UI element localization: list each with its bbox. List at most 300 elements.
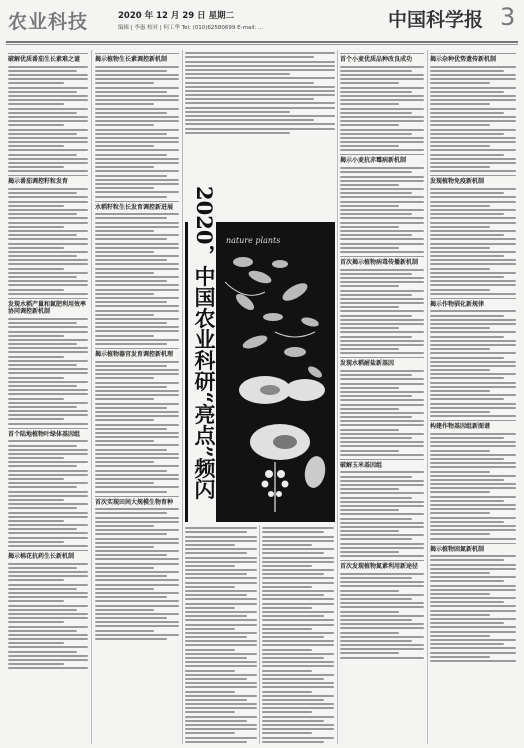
body-text-line — [430, 348, 490, 350]
body-text-line — [340, 445, 424, 447]
body-text-line — [95, 137, 179, 139]
body-text-line — [262, 682, 334, 684]
body-text-line — [340, 429, 399, 431]
article-title: 首个陆地植物叶绿体基因组 — [8, 428, 88, 439]
body-text-line — [430, 462, 516, 464]
body-text-line — [95, 280, 167, 282]
body-text-line — [430, 479, 504, 481]
body-text-line — [340, 505, 424, 507]
body-text-line — [95, 403, 179, 405]
body-text-line — [95, 630, 154, 632]
body-text-line — [8, 272, 88, 274]
body-text-line — [340, 420, 424, 422]
body-text-line — [430, 103, 490, 105]
article-title: 首个小麦优质品种改良成功 — [340, 53, 424, 64]
body-text-line — [95, 247, 179, 249]
body-text-line — [95, 419, 154, 421]
body-text-line — [262, 611, 334, 613]
body-text-line — [340, 471, 424, 473]
body-text-line — [340, 66, 424, 68]
body-text-line — [8, 82, 64, 84]
body-text-line — [430, 643, 504, 645]
body-text-line — [262, 649, 312, 651]
body-text-line — [95, 638, 167, 640]
body-text-line — [340, 243, 424, 245]
body-text-line — [95, 120, 179, 122]
body-text-line — [8, 335, 64, 337]
body-text-line — [340, 627, 424, 629]
body-text-line — [95, 124, 154, 126]
body-text-line — [185, 586, 235, 588]
body-text-line — [262, 691, 312, 693]
body-text-line — [430, 559, 504, 561]
body-text-line — [340, 476, 412, 478]
body-text-line — [340, 269, 424, 271]
body-text-line — [8, 124, 64, 126]
body-text-line — [340, 336, 412, 338]
body-text-line — [8, 217, 88, 219]
body-text-line — [262, 577, 334, 579]
body-text-line — [340, 238, 424, 240]
body-text-line — [262, 536, 334, 538]
body-text-line — [430, 357, 504, 359]
body-text-line — [430, 382, 516, 384]
body-text-line — [340, 454, 424, 456]
body-text-line — [430, 87, 516, 89]
body-text-line — [95, 99, 179, 101]
body-text-line — [430, 99, 516, 101]
body-text-line — [95, 70, 167, 72]
body-text-line — [262, 624, 334, 626]
body-text-line — [430, 276, 504, 278]
body-text-line — [95, 217, 167, 219]
body-text-line — [340, 577, 412, 579]
body-text-line — [8, 280, 88, 282]
body-text-line — [95, 158, 179, 160]
body-text-line — [95, 486, 179, 488]
body-text-line — [8, 222, 88, 224]
body-text-line — [185, 561, 257, 563]
body-text-line — [95, 428, 167, 430]
body-text-line — [262, 586, 312, 588]
body-text-line — [340, 315, 412, 317]
body-text-line — [8, 617, 88, 619]
body-text-line — [430, 205, 490, 207]
body-text-line — [262, 603, 334, 605]
body-text-line — [430, 120, 516, 122]
editor-info: 编辑 | 李惠 校对 | 何工华 Tel: (010)62580699 E-mail: ... — [118, 25, 264, 31]
body-text-line — [430, 521, 504, 523]
body-text-line — [185, 557, 257, 559]
article-title: 发现水稻产量和氮肥利用效率协同调控新机制 — [8, 298, 88, 316]
body-text-line — [262, 628, 312, 630]
issue-date: 2020 年 12 月 29 日 星期二 — [118, 11, 235, 21]
body-text-line — [430, 605, 516, 607]
body-text-line — [262, 598, 334, 600]
body-text-line — [340, 196, 424, 198]
body-text-line — [185, 615, 247, 617]
body-text-line — [430, 201, 516, 203]
body-text-line — [95, 558, 179, 560]
body-text-line — [340, 103, 399, 105]
body-text-line — [340, 352, 424, 354]
body-text-line — [262, 674, 334, 676]
body-text-line — [430, 327, 490, 329]
body-text-line — [95, 166, 154, 168]
body-text-line — [8, 66, 88, 68]
body-text-line — [262, 561, 334, 563]
body-text-line — [95, 259, 167, 261]
body-text-line — [185, 624, 257, 626]
body-text-line — [95, 592, 179, 594]
body-text-line — [262, 703, 334, 705]
body-text-line — [8, 486, 77, 488]
body-text-line — [8, 520, 64, 522]
body-text-line — [95, 554, 167, 556]
body-text-line — [340, 306, 399, 308]
body-text-line — [95, 230, 154, 232]
body-text-line — [340, 319, 424, 321]
body-text-line — [340, 416, 412, 418]
body-text-line — [8, 99, 88, 101]
body-text-line — [95, 322, 167, 324]
body-text-line — [95, 284, 179, 286]
body-text-line — [8, 263, 88, 265]
body-text-line — [340, 551, 399, 553]
body-text-line — [340, 408, 399, 410]
body-text-line — [430, 91, 504, 93]
body-text-line — [340, 497, 412, 499]
body-text-line — [8, 659, 88, 661]
body-text-line — [262, 594, 324, 596]
body-text-line — [430, 610, 516, 612]
column-mid-2 — [262, 525, 334, 744]
body-text-line — [95, 453, 179, 455]
body-text-line — [430, 230, 516, 232]
body-text-line — [8, 141, 88, 143]
body-text-line — [8, 108, 88, 110]
body-text-line — [95, 293, 154, 295]
body-text-line — [8, 478, 64, 480]
body-text-line — [95, 625, 179, 627]
body-text-line — [340, 192, 412, 194]
body-text-line — [430, 635, 490, 637]
body-text-line — [95, 411, 179, 413]
body-text-line — [262, 732, 312, 734]
body-text-line — [95, 335, 154, 337]
body-text-line — [430, 483, 516, 485]
body-text-line — [430, 95, 516, 97]
body-text-line — [430, 411, 490, 413]
body-text-line — [262, 557, 334, 559]
column-divider — [337, 50, 338, 744]
body-text-line — [262, 527, 334, 529]
body-text-line — [340, 348, 399, 350]
body-text-line — [430, 213, 504, 215]
body-text-line — [340, 501, 424, 503]
body-text-line — [430, 154, 504, 156]
body-text-line — [340, 340, 424, 342]
body-text-line — [262, 607, 312, 609]
body-text-line — [95, 436, 179, 438]
article-title: 揭示植物生长素调控新机制 — [95, 53, 179, 64]
body-text-line — [340, 230, 424, 232]
body-text-line — [95, 508, 179, 510]
body-text-line — [430, 576, 516, 578]
body-text-line — [430, 597, 516, 599]
body-text-line — [430, 626, 516, 628]
body-text-line — [8, 667, 88, 669]
body-text-line — [262, 644, 334, 646]
body-text-line — [430, 631, 516, 633]
body-text-line — [340, 590, 399, 592]
body-text-line — [185, 703, 257, 705]
body-text-line — [430, 487, 516, 489]
body-text-line — [8, 322, 77, 324]
body-text-line — [340, 606, 424, 608]
body-text-line — [8, 326, 88, 328]
body-text-line — [430, 647, 516, 649]
body-text-line — [185, 569, 257, 571]
body-text-line — [95, 305, 179, 307]
body-text-line — [340, 437, 412, 439]
body-text-line — [430, 124, 490, 126]
body-text-line — [262, 565, 312, 567]
body-text-line — [8, 584, 88, 586]
article-title: 破解优质番茄生长素难之谜 — [8, 53, 88, 64]
body-text-line — [8, 609, 77, 611]
body-text-line — [8, 646, 88, 648]
body-text-line — [8, 418, 64, 420]
body-text-line — [8, 154, 77, 156]
body-text-line — [95, 432, 179, 434]
body-text-line — [262, 699, 324, 701]
body-text-line — [340, 594, 424, 596]
body-text-line — [430, 145, 490, 147]
body-text-line — [185, 674, 257, 676]
body-text-line — [340, 441, 424, 443]
body-text-line — [8, 414, 88, 416]
body-text-line — [8, 410, 88, 412]
article-title: 构建作物基因组新图谱 — [430, 420, 516, 431]
body-text-line — [430, 491, 490, 493]
body-text-line — [8, 516, 88, 518]
body-text-line — [95, 491, 167, 493]
body-text-line — [185, 653, 257, 655]
body-text-line — [95, 116, 179, 118]
body-text-line — [8, 440, 88, 442]
body-text-line — [340, 522, 424, 524]
body-text-line — [262, 657, 324, 659]
body-text-line — [262, 636, 324, 638]
body-text-line — [185, 691, 235, 693]
body-text-line — [185, 644, 257, 646]
body-text-line — [8, 284, 88, 286]
body-text-line — [185, 699, 247, 701]
body-text-line — [8, 537, 88, 539]
body-text-line — [340, 543, 424, 545]
body-text-line — [8, 482, 88, 484]
body-text-line — [95, 600, 179, 602]
body-text-line — [340, 602, 424, 604]
body-text-line — [8, 663, 64, 665]
body-text-line — [430, 504, 516, 506]
body-text-line — [262, 741, 324, 743]
body-text-line — [95, 605, 179, 607]
body-text-line — [430, 533, 490, 535]
body-text-line — [185, 552, 247, 554]
body-text-line — [340, 433, 424, 435]
body-text-line — [340, 217, 424, 219]
body-text-line — [95, 154, 167, 156]
body-text-line — [95, 609, 154, 611]
body-text-line — [340, 99, 424, 101]
column-mid-1 — [185, 525, 257, 744]
body-text-line — [95, 571, 179, 573]
body-text-line — [95, 222, 179, 224]
body-text-line — [340, 395, 412, 397]
body-text-line — [8, 243, 88, 245]
body-text-line — [340, 201, 424, 203]
body-text-line — [95, 78, 179, 80]
body-text-line — [185, 573, 247, 575]
body-text-line — [8, 630, 77, 632]
body-text-line — [8, 289, 64, 291]
body-text-line — [95, 343, 167, 345]
body-text-line — [430, 415, 516, 417]
body-text-line — [185, 582, 257, 584]
body-text-line — [95, 478, 179, 480]
body-text-line — [185, 665, 257, 667]
body-text-line — [8, 268, 64, 270]
body-text-line — [430, 407, 516, 409]
body-text-line — [8, 445, 77, 447]
body-text-line — [340, 180, 424, 182]
body-text-line — [95, 149, 179, 151]
body-text-line — [430, 508, 516, 510]
body-text-line — [8, 651, 77, 653]
body-text-line — [340, 636, 424, 638]
body-text-line — [430, 475, 516, 477]
body-text-line — [340, 108, 424, 110]
body-text-line — [340, 547, 424, 549]
body-text-line — [95, 251, 154, 253]
body-text-line — [8, 465, 77, 467]
body-text-line — [340, 640, 412, 642]
body-text-line — [8, 213, 77, 215]
body-text-line — [8, 318, 88, 320]
article-title: 揭示棉花抗药生长新机制 — [8, 550, 88, 561]
body-text-line — [8, 524, 88, 526]
body-text-line — [95, 596, 167, 598]
body-text-line — [340, 391, 424, 393]
article-title: 首次实现田间大规模生物育种 — [95, 496, 179, 507]
body-text-line — [95, 196, 167, 198]
body-text-line — [340, 657, 424, 659]
body-text-line — [8, 103, 64, 105]
body-text-line — [185, 590, 257, 592]
body-text-line — [8, 642, 64, 644]
body-text-line — [95, 141, 179, 143]
body-text-line — [430, 445, 516, 447]
body-text-line — [95, 584, 179, 586]
body-text-line — [8, 74, 88, 76]
column-2 — [95, 50, 179, 744]
body-text-line — [185, 686, 257, 688]
body-text-line — [430, 454, 516, 456]
body-text-line — [8, 343, 77, 345]
body-text-line — [95, 567, 154, 569]
body-text-line — [340, 70, 412, 72]
body-text-line — [8, 133, 77, 135]
body-text-line — [430, 394, 516, 396]
body-text-line — [8, 575, 88, 577]
body-text-line — [430, 66, 516, 68]
body-text-line — [95, 529, 179, 531]
body-text-line — [340, 534, 424, 536]
body-text-line — [8, 567, 77, 569]
body-text-line — [185, 678, 247, 680]
body-text-line — [8, 70, 77, 72]
body-text-line — [185, 603, 257, 605]
article-title: 揭示植物固氮新机制 — [430, 543, 516, 554]
body-text-line — [340, 623, 424, 625]
body-text-line — [430, 572, 490, 574]
body-text-line — [8, 78, 88, 80]
body-text-line — [185, 598, 257, 600]
body-text-line — [262, 569, 334, 571]
body-text-line — [262, 670, 312, 672]
body-text-line — [340, 171, 412, 173]
body-text-line — [262, 640, 334, 642]
body-text-line — [430, 352, 516, 354]
body-text-line — [8, 377, 64, 379]
body-text-line — [340, 450, 399, 452]
body-text-line — [95, 301, 167, 303]
body-text-line — [430, 500, 504, 502]
body-text-line — [340, 492, 424, 494]
body-text-line — [340, 585, 424, 587]
body-text-line — [8, 579, 64, 581]
body-text-line — [340, 226, 399, 228]
body-text-line — [8, 158, 88, 160]
body-text-line — [340, 294, 412, 296]
body-text-line — [185, 707, 257, 709]
body-text-line — [95, 108, 179, 110]
body-text-line — [340, 480, 424, 482]
body-text-line — [8, 251, 88, 253]
body-text-line — [340, 331, 424, 333]
body-text-line — [340, 573, 424, 575]
body-text-line — [8, 491, 88, 493]
body-text-line — [185, 649, 235, 651]
body-text-line — [95, 365, 167, 367]
body-text-line — [430, 289, 490, 291]
body-text-line — [430, 263, 516, 265]
body-text-line — [185, 711, 235, 713]
body-text-line — [95, 243, 179, 245]
body-text-line — [262, 552, 324, 554]
body-text-line — [8, 592, 88, 594]
body-text-line — [430, 377, 504, 379]
body-text-line — [8, 474, 88, 476]
body-text-line — [430, 618, 516, 620]
body-text-line — [95, 634, 179, 636]
body-text-line — [430, 589, 516, 591]
body-text-line — [262, 716, 334, 718]
body-text-line — [185, 732, 235, 734]
body-text-line — [340, 399, 424, 401]
